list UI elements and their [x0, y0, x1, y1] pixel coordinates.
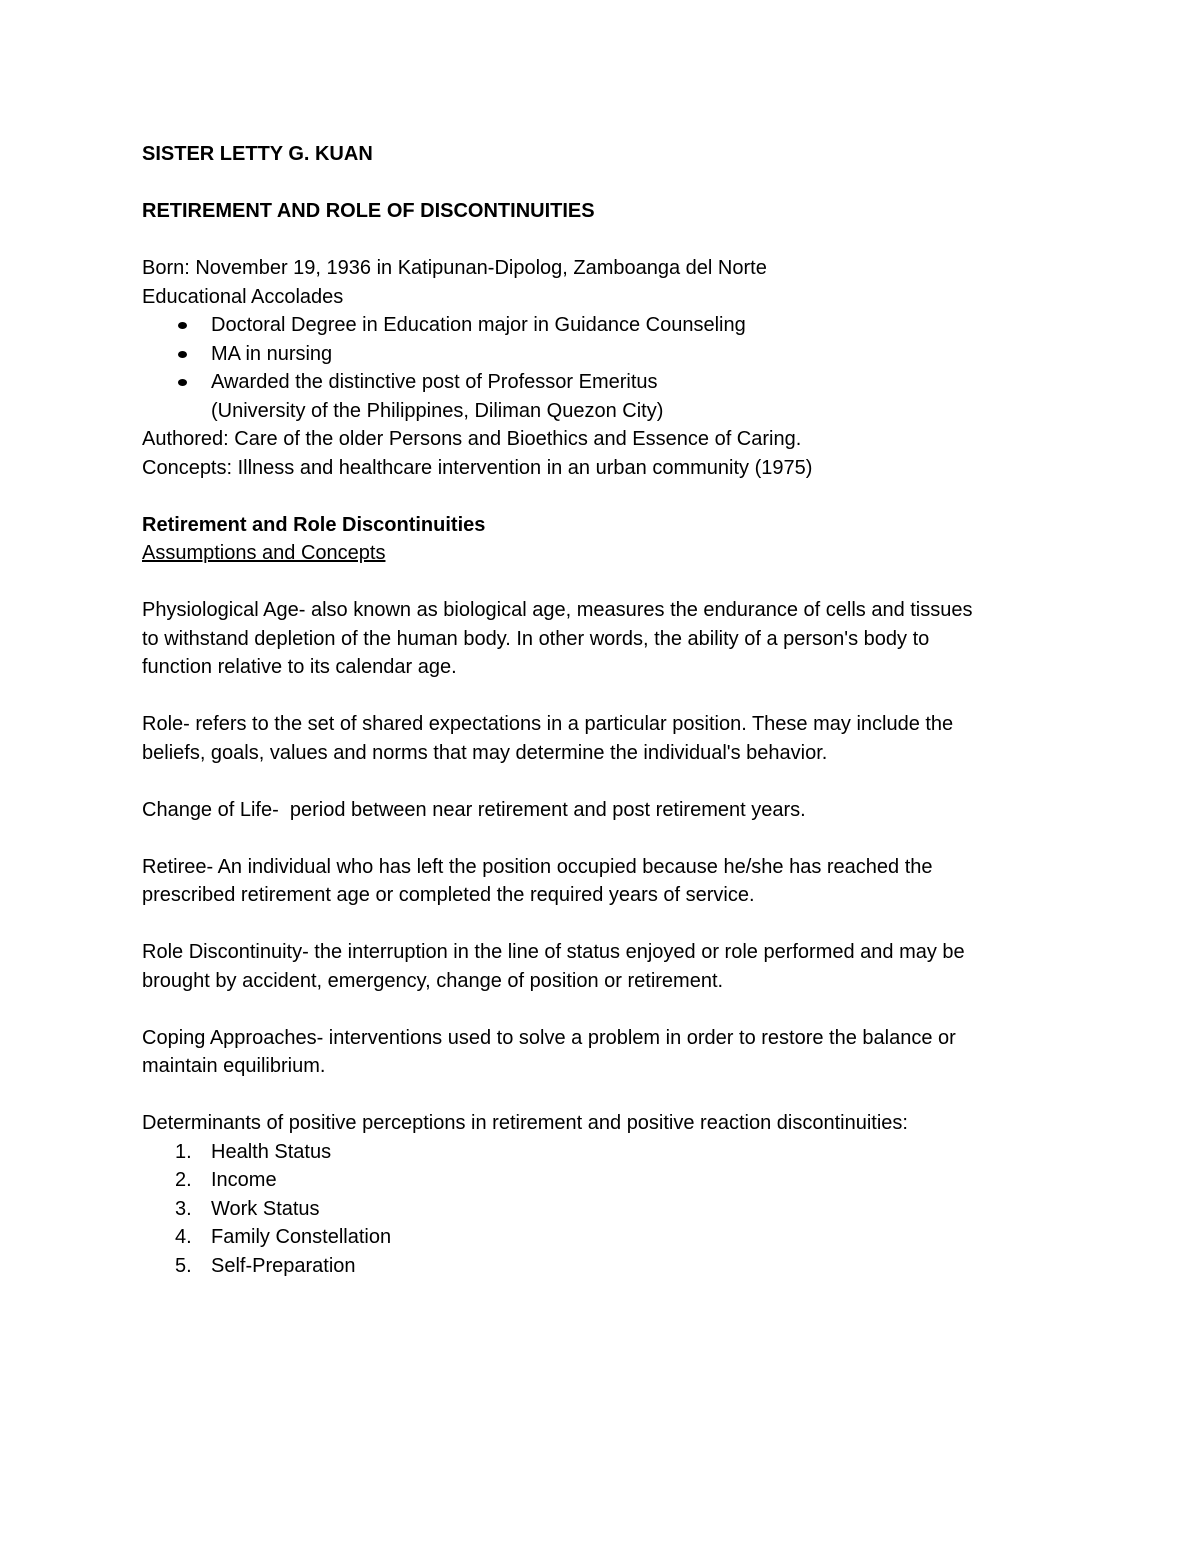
- section-heading: Retirement and Role Discontinuities: [142, 513, 486, 536]
- accolades-heading: Educational Accolades: [142, 285, 344, 308]
- section-subheading: Assumptions and Concepts: [142, 542, 386, 564]
- bullet-icon: [178, 322, 187, 329]
- definition-paragraph: Change of Life- period between near retirement and post retirement years.: [142, 798, 806, 821]
- born-line: Born: November 19, 1936 in Katipunan-Dipolog, Zamboanga del Norte: [142, 257, 767, 279]
- bullet-icon: [178, 351, 187, 358]
- determinants-list: [142, 1138, 1052, 1281]
- authored-line: Authored: Care of the older Persons and Bioethics and Essence of Caring.: [142, 428, 802, 450]
- definition-paragraph: Retiree- An individual who has left the position occupied because he/she has reached the prescribed retirement age or completed the required years of service.: [142, 855, 933, 906]
- list-item: 3. Work Status: [175, 1197, 320, 1220]
- list-item: Doctoral Degree in Education major in Guidance Counseling: [142, 311, 1052, 340]
- list-item: MA in nursing: [142, 340, 1052, 369]
- definition-paragraph: Role Discontinuity- the interruption in the line of status enjoyed or role performed and may be brought by accident, emergency, change of position or retirement.: [142, 941, 965, 992]
- list-item-continuation: (University of the Philippines, Diliman Quezon City): [211, 399, 664, 422]
- list-item: 2. Income: [175, 1169, 277, 1191]
- document-title: SISTER LETTY G. KUAN: [142, 143, 373, 165]
- list-item: 5. Self-Preparation: [175, 1254, 356, 1277]
- list-item: 4. Family Constellation: [175, 1226, 392, 1248]
- list-item: Awarded the distinctive post of Professor Emeritus: [142, 368, 1052, 397]
- definition-paragraph: Role- refers to the set of shared expectations in a particular position. These may include the beliefs, goals, values and norms that may determine the individual's behavior.: [142, 713, 954, 764]
- definition-paragraph: Physiological Age- also known as biological age, measures the endurance of cells and tissues to withstand depletion of the human body. In other words, the ability of a person's body to function relative to its calendar age.: [142, 599, 973, 678]
- accolades-list: [142, 311, 1052, 425]
- document-subtitle: RETIREMENT AND ROLE OF DISCONTINUITIES: [142, 200, 595, 222]
- document-page: [142, 140, 1052, 1280]
- concepts-line: Concepts: Illness and healthcare intervention in an urban community (1975): [142, 456, 813, 479]
- bullet-icon: [178, 379, 187, 386]
- determinants-intro: Determinants of positive perceptions in retirement and positive reaction discontinuities:: [142, 1112, 908, 1134]
- list-item: 1. Health Status: [175, 1140, 332, 1163]
- definition-paragraph: Coping Approaches- interventions used to solve a problem in order to restore the balance or maintain equilibrium.: [142, 1026, 956, 1077]
